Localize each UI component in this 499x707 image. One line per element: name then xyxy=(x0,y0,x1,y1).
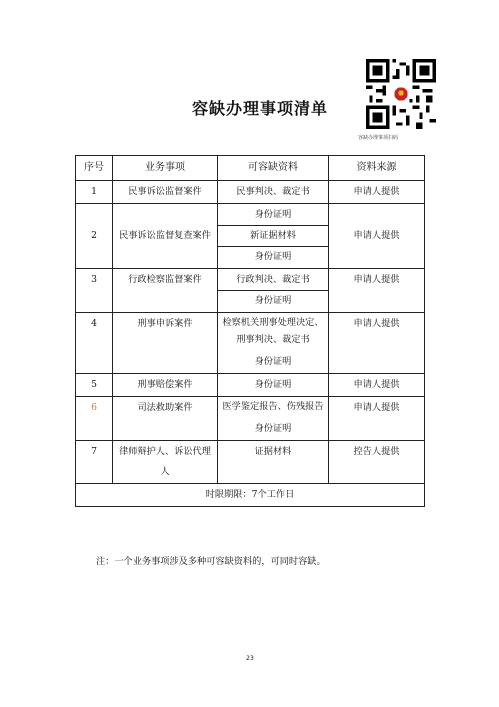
table-row xyxy=(76,313,425,374)
table-header-row xyxy=(76,156,425,181)
row-item: 刑事赔偿案件 xyxy=(113,374,218,397)
row-item: 民事诉讼监督案件 xyxy=(113,181,218,204)
table-row xyxy=(76,181,425,204)
row-materials xyxy=(218,181,329,204)
row-item: 律师辩护人、诉讼代理人 xyxy=(113,441,218,484)
row-no: 4 xyxy=(76,313,113,374)
qr-code xyxy=(366,59,436,129)
row-materials xyxy=(218,313,329,374)
material: 行政判决、裁定书 xyxy=(218,270,328,291)
row-source: 控告人提供 xyxy=(329,441,425,484)
row-item: 刑事申诉案件 xyxy=(113,313,218,374)
total-row xyxy=(76,484,425,507)
material: 身份证明 xyxy=(254,423,292,434)
row-no: 3 xyxy=(76,269,113,313)
material: 身份证明 xyxy=(254,251,292,262)
row-no: 1 xyxy=(76,181,113,204)
row-no: 6 xyxy=(76,397,113,441)
row-source: 申请人提供 xyxy=(329,181,425,204)
material: 民事判决、裁定书 xyxy=(236,186,310,197)
material: 检察机关刑事处理决定、刑事判决、裁定书 xyxy=(222,317,324,345)
table-row xyxy=(76,397,425,441)
row-materials xyxy=(218,269,329,313)
row-no: 2 xyxy=(76,204,113,269)
qr-caption: 容缺办理事项扫码 xyxy=(358,135,399,141)
material: 医学鉴定报告、伤残报告 xyxy=(222,401,324,412)
row-materials xyxy=(218,204,329,269)
table-row xyxy=(76,204,425,269)
row-source: 申请人提供 xyxy=(329,374,425,397)
header-no: 序号 xyxy=(76,156,113,181)
row-materials xyxy=(218,397,329,441)
page-number: 23 xyxy=(246,655,254,662)
header-source: 资料来源 xyxy=(329,156,425,181)
footnote: 注：一个业务事项涉及多种可容缺资料的，可同时容缺。 xyxy=(96,556,326,567)
table-row xyxy=(76,374,425,397)
items-table xyxy=(75,155,425,507)
row-source: 申请人提供 xyxy=(329,397,425,441)
row-item: 行政检察监督案件 xyxy=(113,269,218,313)
row-materials xyxy=(218,441,329,484)
material: 身份证明 xyxy=(254,356,292,367)
row-no: 5 xyxy=(76,374,113,397)
row-materials xyxy=(218,374,329,397)
page-title: 容缺办理事项清单 xyxy=(191,99,328,118)
row-source: 申请人提供 xyxy=(329,313,425,374)
row-source: 申请人提供 xyxy=(329,204,425,269)
material: 身份证明 xyxy=(254,295,292,306)
total-cell: 时限期限：7个工作日 xyxy=(76,484,425,507)
material: 新证据材料 xyxy=(218,226,328,247)
row-item: 司法救助案件 xyxy=(113,397,218,441)
header-materials: 可容缺资料 xyxy=(218,156,329,181)
header-item: 业务事项 xyxy=(113,156,218,181)
table-row xyxy=(76,269,425,313)
table-row xyxy=(76,441,425,484)
row-no: 7 xyxy=(76,441,113,484)
row-source: 申请人提供 xyxy=(329,269,425,313)
material: 证据材料 xyxy=(254,446,292,457)
material: 身份证明 xyxy=(218,205,328,226)
material: 身份证明 xyxy=(254,379,292,390)
row-item: 民事诉讼监督复查案件 xyxy=(113,204,218,269)
